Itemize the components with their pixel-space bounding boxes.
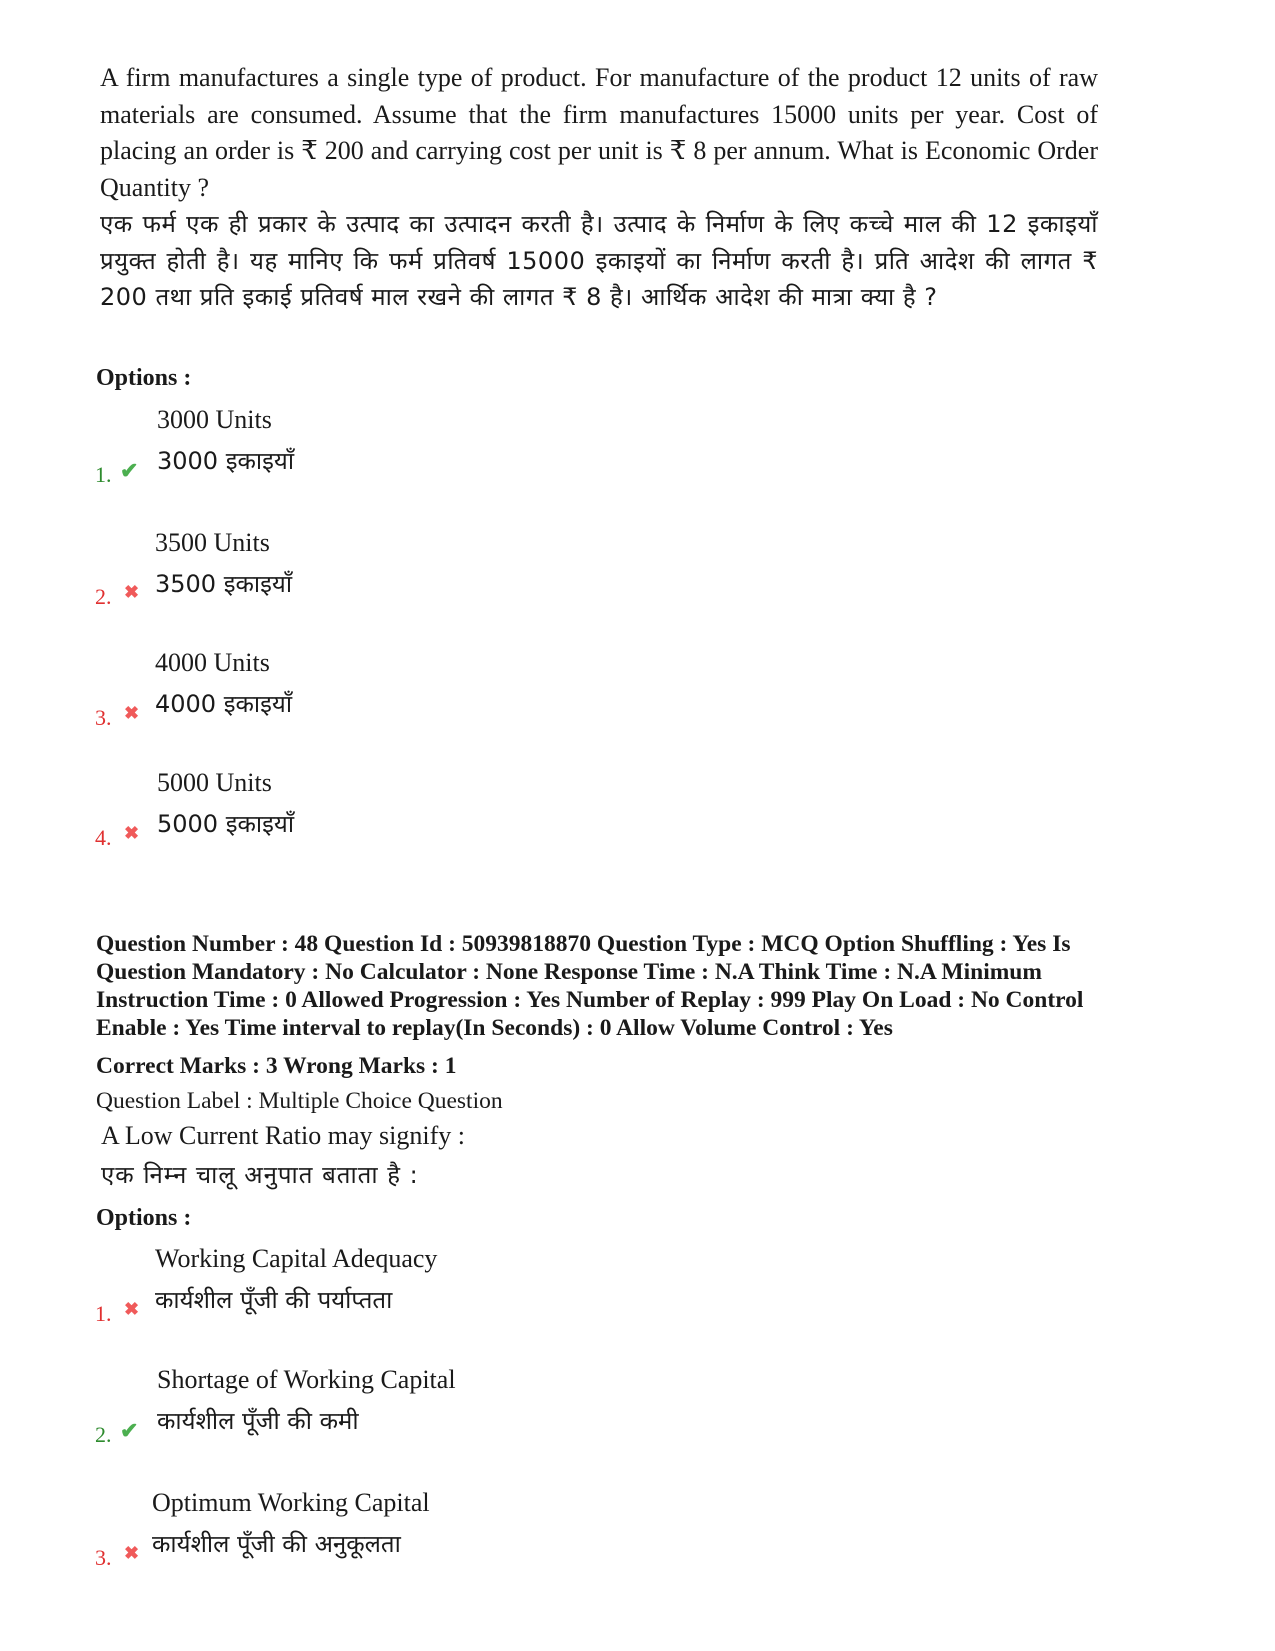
option-number: 2. — [95, 584, 112, 609]
question-text-en: A Low Current Ratio may signify : — [101, 1121, 465, 1150]
cross-icon: ✖ — [124, 703, 140, 723]
metadata-line: Enable : Yes Time interval to replay(In Seconds) : 0 Allow Volume Control : Yes — [96, 1015, 893, 1041]
option-hi: कार्यशील पूँजी की कमी — [157, 1407, 359, 1435]
options-label: Options : — [96, 365, 192, 391]
option-hi: कार्यशील पूँजी की अनुकूलता — [152, 1530, 401, 1558]
metadata-line: Question Mandatory : No Calculator : None Response Time : N.A Think Time : N.A Minimum — [96, 959, 1042, 985]
question-text-en: A firm manufactures a single type of product. For manufacture of the product 12 units of raw materials are consumed. Assume that the firm manufactures 15000 units per year. Cost of placing an order is ₹ 200 and carrying cost per unit is ₹ 8 per annum. What is Economic Order Quantity ? — [100, 63, 1098, 202]
option-en: 5000 Units — [157, 768, 272, 797]
option-hi: कार्यशील पूँजी की पर्याप्तता — [155, 1286, 393, 1314]
option-en: Optimum Working Capital — [152, 1488, 430, 1517]
option-en: Working Capital Adequacy — [155, 1244, 438, 1273]
option-en: Shortage of Working Capital — [157, 1365, 456, 1394]
option-hi: 5000 इकाइयाँ — [157, 810, 295, 838]
option-hi: 3000 इकाइयाँ — [157, 447, 295, 475]
option-number: 1. — [95, 462, 112, 487]
metadata-line: Question Number : 48 Question Id : 50939818870 Question Type : MCQ Option Shuffling : Yes Is — [96, 931, 1071, 957]
checkmark-icon: ✔ — [120, 1418, 139, 1443]
options-label: Options : — [96, 1205, 192, 1231]
option-number: 4. — [95, 825, 112, 850]
cross-icon: ✖ — [124, 582, 140, 602]
option-en: 3000 Units — [157, 405, 272, 434]
cross-icon: ✖ — [124, 1299, 140, 1319]
option-hi: 3500 इकाइयाँ — [155, 570, 293, 598]
option-hi: 4000 इकाइयाँ — [155, 690, 293, 718]
option-number: 3. — [95, 1545, 112, 1570]
option-en: 3500 Units — [155, 528, 270, 557]
question-text — [100, 60, 1098, 316]
question-text-hi: एक निम्न चालू अनुपात बताता है : — [101, 1161, 419, 1189]
checkmark-icon: ✔ — [120, 458, 139, 483]
metadata-line: Instruction Time : 0 Allowed Progression : Yes Number of Replay : 999 Play On Load : No Control — [96, 987, 1084, 1013]
option-en: 4000 Units — [155, 648, 270, 677]
question-label: Question Label : Multiple Choice Question — [96, 1088, 503, 1114]
marks-info: Correct Marks : 3 Wrong Marks : 1 — [96, 1053, 457, 1079]
option-number: 2. — [95, 1422, 112, 1447]
option-number: 3. — [95, 705, 112, 730]
question-metadata — [96, 930, 1216, 1042]
cross-icon: ✖ — [124, 1543, 140, 1563]
cross-icon: ✖ — [124, 823, 140, 843]
question-text-hi: एक फर्म एक ही प्रकार के उत्पाद का उत्पादन करती है। उत्पाद के निर्माण के लिए कच्चे माल की 12 इकाइयाँ प्रयुक्त होती है। यह मानिए कि फर्म प्रतिवर्ष 15000 इकाइयों का निर्माण करती है। प्रति आदेश की लागत ₹ 200 तथा प्रति इकाई प्रतिवर्ष माल रखने की लागत ₹ 8 है। आर्थिक आदेश की मात्रा क्या है ? — [100, 210, 1098, 311]
option-number: 1. — [95, 1301, 112, 1326]
